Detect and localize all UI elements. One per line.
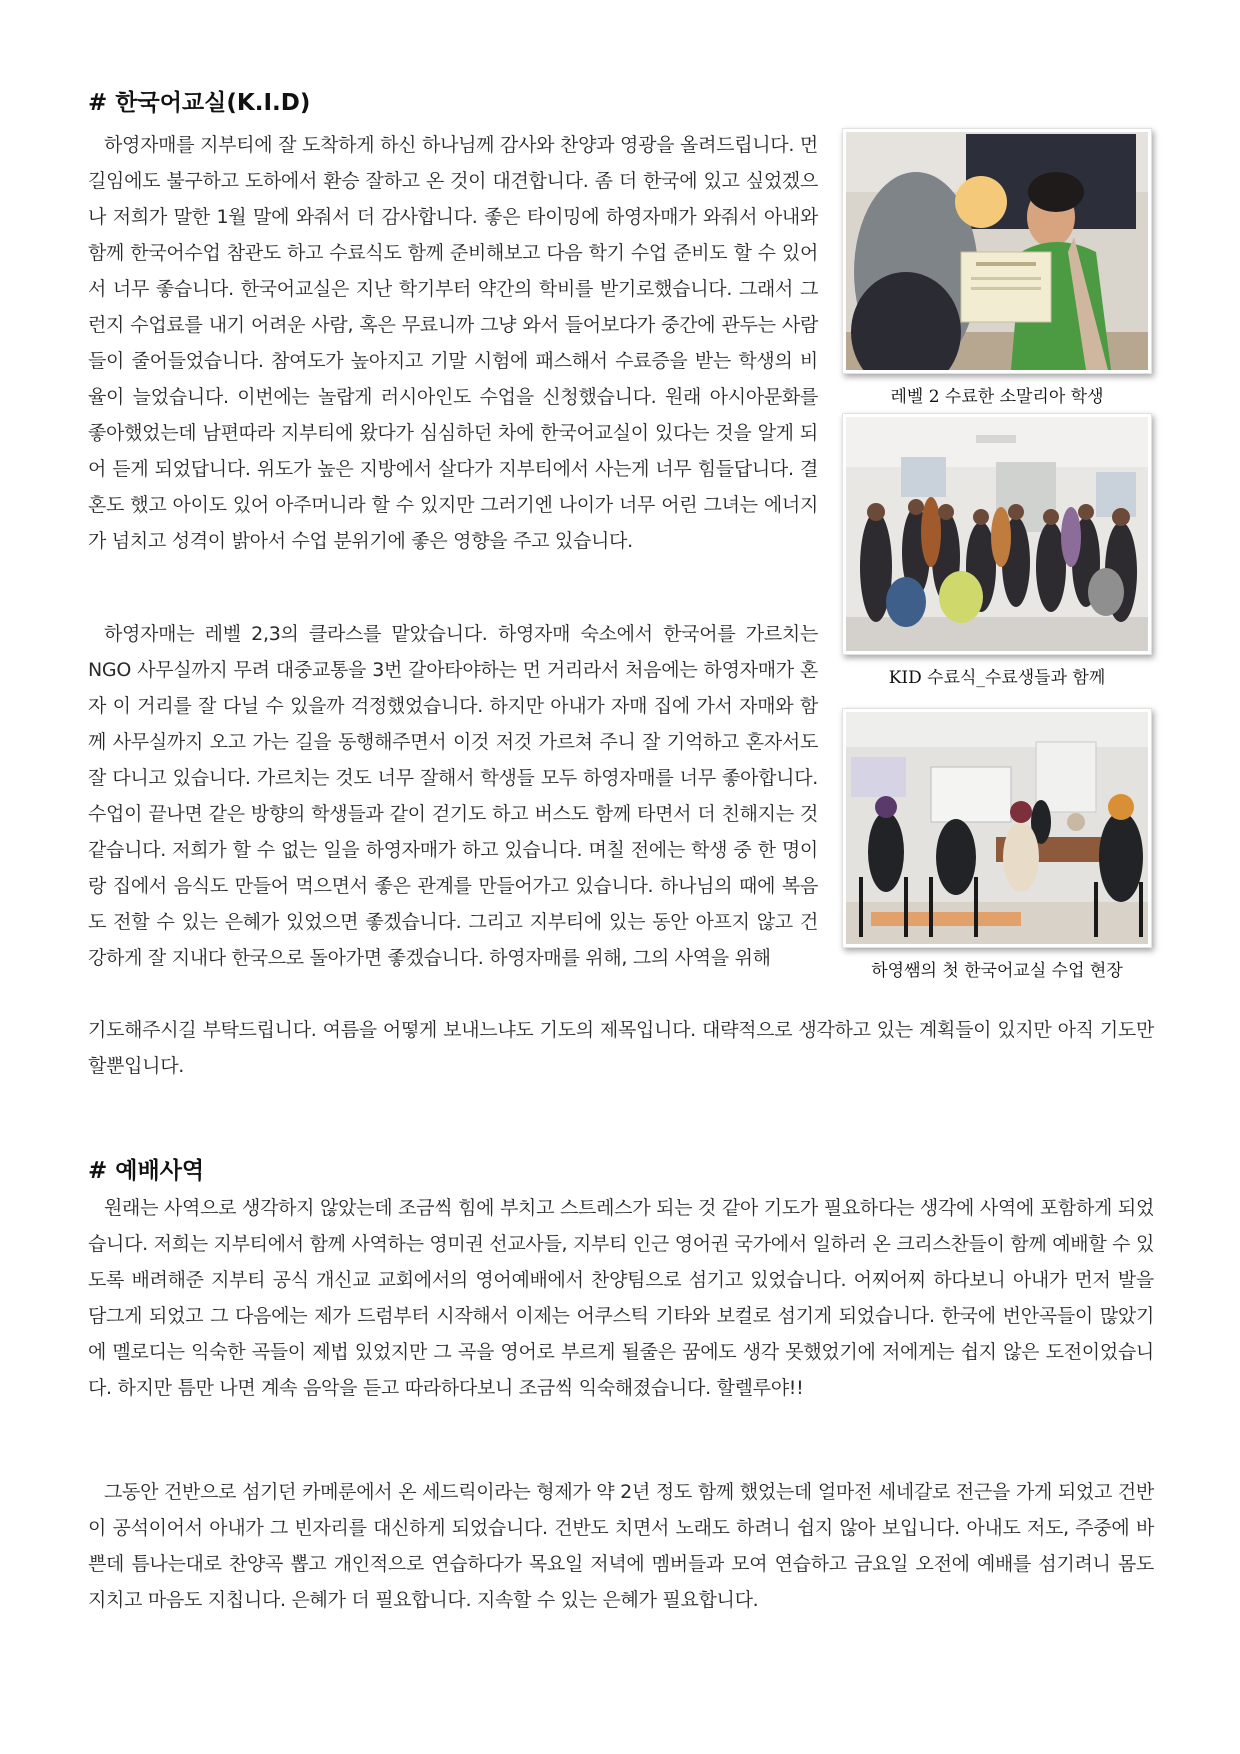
kid-paragraph-2-continued: 기도해주시길 부탁드립니다. 여름을 어떻게 보내느냐도 기도의 제목입니다. 대략적으로 생각하고 있는 계획들이 있지만 아직 기도만 할뿐입니다.	[88, 1019, 1154, 1077]
photo-graduate-certificate	[842, 128, 1152, 374]
photo-korean-class	[842, 708, 1152, 948]
worship-paragraph-2: 그동안 건반으로 섬기던 카메룬에서 온 세드릭이라는 형제가 약 2년 정도 함께 했었는데 얼마전 세네갈로 전근을 가게 되었고 건반이 공석이어서 아내가 그 빈자리를 대신하게 되었습니다. 건반도 치면서 노래도 하려니 쉽지 않아 보입니다. 아내도 저도, 주중에 바쁜데 틈나는대로 찬양곡 뽑고 개인적으로 연습하다가 목요일 저녁에 멤버들과 모여 연습하고 금요일 오전에 예배를 섬기려니 몸도 지치고 마음도 지칩니다. 은혜가 더 필요합니다. 지속할 수 있는 은혜가 필요합니다.	[88, 1481, 1154, 1611]
section-heading-kid: # 한국어교실(K.I.D)	[88, 90, 311, 116]
worship-paragraph-1: 원래는 사역으로 생각하지 않았는데 조금씩 힘에 부치고 스트레스가 되는 것 같아 기도가 필요하다는 생각에 사역에 포함하게 되었습니다. 저희는 지부티에서 함께 사역하는 영미권 선교사들, 지부티 인근 영어권 국가에서 일하러 온 크리스찬들이 함께 예배할 수 있도록 배려해준 지부티 공식 개신교 교회에서의 영어예배에서 찬양팀으로 섬기고 있었습니다. 어찌어찌 하다보니 아내가 먼저 발을 담그게 되었고 그 다음에는 제가 드럼부터 시작해서 이제는 어쿠스틱 기타와 보컬로 섬기게 되었습니다. 한국에 번안곡들이 많았기에 멜로디는 익숙한 곡들이 제법 있었지만 그 곡을 영어로 부르게 될줄은 꿈에도 생각 못했었기에 저에게는 쉽지 않은 도전이었습니다. 하지만 틈만 나면 계속 음악을 듣고 따라하다보니 조금씩 익숙해졌습니다. 할렐루야!!	[88, 1197, 1154, 1399]
photo-caption-1: 레벨 2 수료한 소말리아 학생	[890, 387, 1104, 407]
section-heading-worship: # 예배사역	[88, 1158, 205, 1184]
photo-caption-3: 하영쌤의 첫 한국어교실 수업 현장	[871, 961, 1123, 981]
kid-paragraph-1: 하영자매를 지부티에 잘 도착하게 하신 하나님께 감사와 찬양과 영광을 올려드립니다. 먼 길임에도 불구하고 도하에서 환승 잘하고 온 것이 대견합니다. 좀 더 한국에 있고 싶었겠으나 저희가 말한 1월 말에 와줘서 더 감사합니다. 좋은 타이밍에 하영자매가 와줘서 아내와 함께 한국어수업 참관도 하고 수료식도 함께 준비해보고 다음 학기 수업 준비도 할 수 있어서 너무 좋습니다. 한국어교실은 지난 학기부터 약간의 학비를 받기로했습니다. 그래서 그런지 수업료를 내기 어려운 사람, 혹은 무료니까 그냥 와서 들어보다가 중간에 관두는 사람들이 줄어들었습니다. 참여도가 높아지고 기말 시험에 패스해서 수료증을 받는 학생의 비율이 늘었습니다. 이번에는 놀랍게 러시아인도 수업을 신청했습니다. 원래 아시아문화를 좋아했었는데 남편따라 지부티에 왔다가 심심하던 차에 한국어교실이 있다는 것을 알게 되어 듣게 되었답니다. 위도가 높은 지방에서 살다가 지부티에서 사는게 너무 힘들답니다. 결혼도 했고 아이도 있어 아주머니라 할 수 있지만 그러기엔 나이가 너무 어린 그녀는 에너지가 넘치고 성격이 밝아서 수업 분위기에 좋은 영향을 주고 있습니다.	[88, 134, 818, 552]
kid-paragraph-2: 하영자매는 레벨 2,3의 클라스를 맡았습니다. 하영자매 숙소에서 한국어를 가르치는 NGO 사무실까지 무려 대중교통을 3번 갈아타야하는 먼 거리라서 처음에는 하영자매가 혼자 이 거리를 잘 다닐 수 있을까 걱정했었습니다. 하지만 아내가 자매 집에 가서 자매와 함께 사무실까지 오고 가는 길을 동행해주면서 이것 저것 가르쳐 주니 잘 기억하고 혼자서도 잘 다니고 있습니다. 가르치는 것도 너무 잘해서 학생들 모두 하영자매를 너무 좋아합니다. 수업이 끝나면 같은 방향의 학생들과 같이 걷기도 하고 버스도 함께 타면서 더 친해지는 것 같습니다. 저희가 할 수 없는 일을 하영자매가 하고 있습니다. 며칠 전에는 학생 중 한 명이랑 집에서 음식도 만들어 먹으면서 좋은 관계를 만들어가고 있습니다. 하나님의 때에 복음도 전할 수 있는 은혜가 있었으면 좋겠습니다. 그리고 지부티에 있는 동안 아프지 않고 건강하게 잘 지내다 한국으로 돌아가면 좋겠습니다. 하영자매를 위해, 그의 사역을 위해	[88, 623, 818, 969]
photo-graduation-group	[842, 413, 1152, 655]
photo-caption-2: KID 수료식_수료생들과 함께	[888, 668, 1106, 688]
